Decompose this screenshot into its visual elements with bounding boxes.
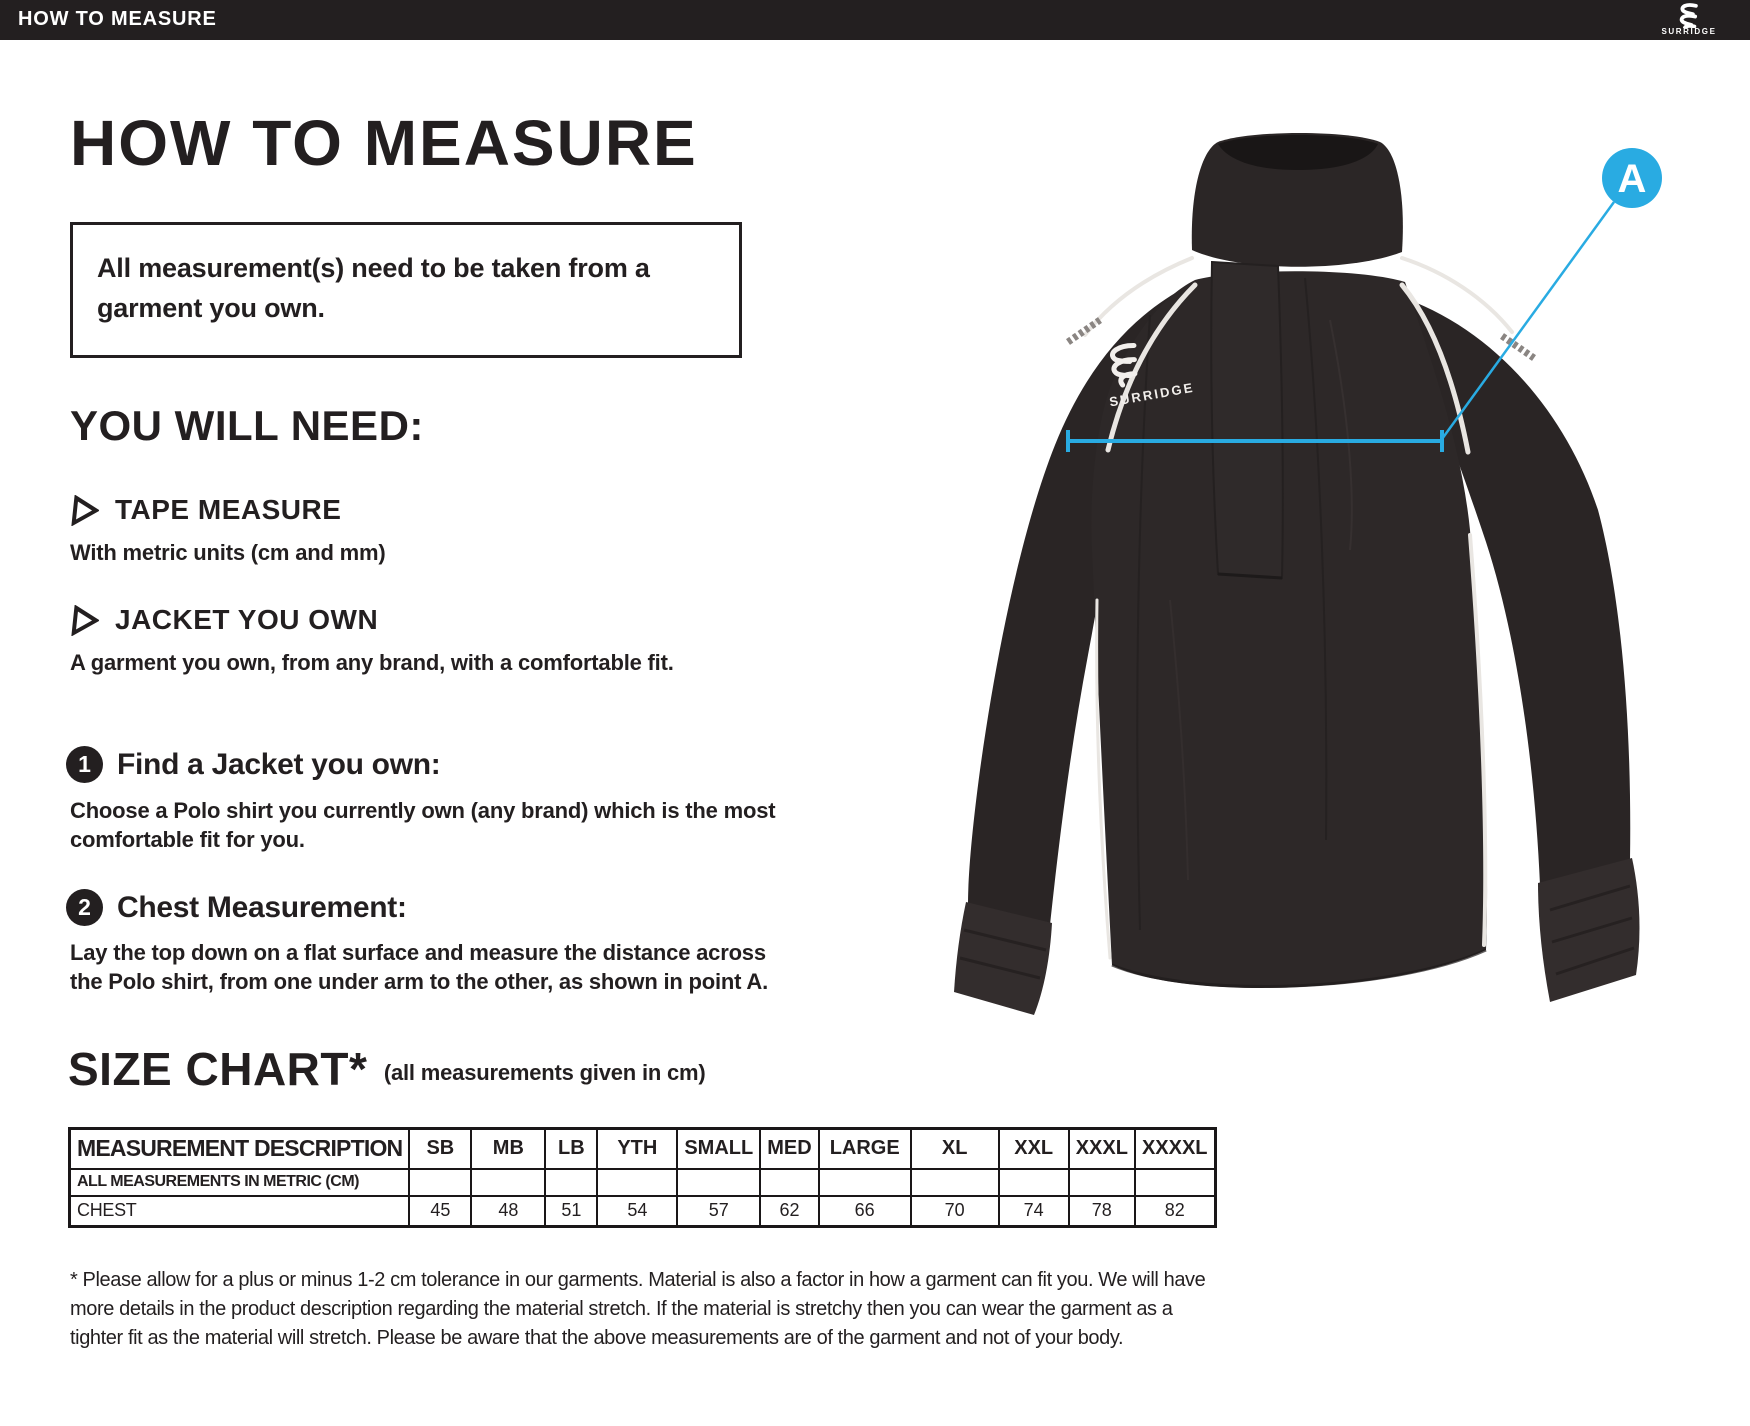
triangle-bullet-icon bbox=[70, 605, 100, 636]
notice-box bbox=[70, 222, 742, 358]
size-chart-table bbox=[68, 1127, 1217, 1228]
page-title: HOW TO MEASURE bbox=[70, 107, 698, 179]
top-bar-title: HOW TO MEASURE bbox=[18, 8, 217, 30]
column-header-size: XL bbox=[911, 1129, 999, 1169]
measurement-row-label: CHEST bbox=[70, 1196, 410, 1227]
empty-cell bbox=[545, 1169, 597, 1196]
column-header-size: MED bbox=[760, 1129, 818, 1169]
size-value-cell: 62 bbox=[760, 1196, 818, 1227]
size-value-cell: 74 bbox=[999, 1196, 1069, 1227]
size-value-cell: 51 bbox=[545, 1196, 597, 1227]
size-chart-chest-row bbox=[70, 1196, 1216, 1227]
size-value-cell: 45 bbox=[409, 1196, 471, 1227]
size-value-cell: 78 bbox=[1069, 1196, 1135, 1227]
svg-text:SURRIDGE: SURRIDGE bbox=[1108, 379, 1196, 410]
empty-cell bbox=[677, 1169, 760, 1196]
need-item-title: JACKET YOU OWN bbox=[115, 604, 379, 635]
notice-text: All measurement(s) need to be taken from a garment you own. bbox=[97, 253, 650, 323]
column-header-size: MB bbox=[471, 1129, 545, 1169]
column-header-size: YTH bbox=[597, 1129, 677, 1169]
size-chart-unit-row bbox=[70, 1169, 1216, 1196]
size-value-cell: 70 bbox=[911, 1196, 999, 1227]
column-header-description: MEASUREMENT DESCRIPTION bbox=[70, 1129, 410, 1169]
surridge-s-icon bbox=[1676, 2, 1702, 28]
triangle-bullet-icon bbox=[70, 495, 100, 526]
size-value-cell: 66 bbox=[819, 1196, 911, 1227]
jacket-figure bbox=[850, 80, 1750, 1080]
size-value-cell: 82 bbox=[1135, 1196, 1215, 1227]
footnote-line: * Please allow for a plus or minus 1-2 cm tolerance in our garments. Material is also a factor in how a garment can fit you. We will have bbox=[70, 1269, 1206, 1291]
empty-cell bbox=[1135, 1169, 1215, 1196]
step-2-description bbox=[70, 938, 768, 996]
footnote-line: more details in the product description regarding the material stretch. If the material is stretchy then you can wear the garment as a bbox=[70, 1297, 1173, 1320]
step-1-header bbox=[66, 746, 440, 783]
need-item-description: A garment you own, from any brand, with a comfortable fit. bbox=[70, 650, 674, 675]
brand-logo bbox=[1644, 2, 1734, 36]
step-2-description-line: the Polo shirt, from one under arm to the other, as shown in point A. bbox=[70, 969, 768, 995]
step-2-header bbox=[66, 889, 407, 926]
step-1-description bbox=[70, 796, 775, 854]
step-1-description-line: comfortable fit for you. bbox=[70, 827, 305, 853]
empty-cell bbox=[1069, 1169, 1135, 1196]
column-header-size: LARGE bbox=[819, 1129, 911, 1169]
column-header-size: LB bbox=[545, 1129, 597, 1169]
step-1-description-line: Choose a Polo shirt you currently own (any brand) which is the most bbox=[70, 798, 776, 823]
size-chart-header-row bbox=[70, 1129, 1216, 1169]
column-header-size: XXXL bbox=[1069, 1129, 1135, 1169]
size-chart-subheading: (all measurements given in cm) bbox=[383, 1060, 706, 1085]
size-chart-heading: SIZE CHART* bbox=[68, 1043, 368, 1095]
jacket-image bbox=[850, 80, 1750, 1080]
column-header-size: SB bbox=[409, 1129, 471, 1169]
empty-cell bbox=[760, 1169, 818, 1196]
step-1-number-badge: 1 bbox=[66, 746, 103, 783]
step-2-description-line: Lay the top down on a flat surface and measure the distance across bbox=[70, 940, 766, 965]
size-value-cell: 48 bbox=[471, 1196, 545, 1227]
need-item-description: With metric units (cm and mm) bbox=[70, 540, 386, 565]
empty-cell bbox=[471, 1169, 545, 1196]
need-item-title: TAPE MEASURE bbox=[115, 494, 342, 525]
column-header-size: XXXXL bbox=[1135, 1129, 1215, 1169]
point-a-label: A bbox=[1617, 157, 1647, 201]
brand-wordmark: SURRIDGE bbox=[1661, 27, 1717, 36]
column-header-size: SMALL bbox=[677, 1129, 760, 1169]
size-chart-heading-row bbox=[68, 1042, 706, 1096]
unit-row-label: ALL MEASUREMENTS IN METRIC (CM) bbox=[70, 1169, 410, 1196]
size-value-cell: 57 bbox=[677, 1196, 760, 1227]
need-item-jacket bbox=[72, 604, 378, 636]
footnote-line: tighter fit as the material will stretch. Please be aware that the above measurements are of the garment and not of your body. bbox=[70, 1326, 1124, 1349]
empty-cell bbox=[409, 1169, 471, 1196]
step-2-title: Chest Measurement: bbox=[117, 890, 407, 924]
empty-cell bbox=[819, 1169, 911, 1196]
point-a-badge bbox=[1602, 148, 1662, 208]
you-will-need-heading: YOU WILL NEED: bbox=[70, 402, 424, 449]
size-value-cell: 54 bbox=[597, 1196, 677, 1227]
column-header-size: XXL bbox=[999, 1129, 1069, 1169]
step-1-title: Find a Jacket you own: bbox=[117, 747, 441, 781]
need-item-tape-measure bbox=[72, 494, 341, 526]
footnote bbox=[70, 1266, 1205, 1352]
empty-cell bbox=[999, 1169, 1069, 1196]
empty-cell bbox=[911, 1169, 999, 1196]
empty-cell bbox=[597, 1169, 677, 1196]
step-2-number-badge: 2 bbox=[66, 889, 103, 926]
top-bar bbox=[0, 0, 1750, 40]
